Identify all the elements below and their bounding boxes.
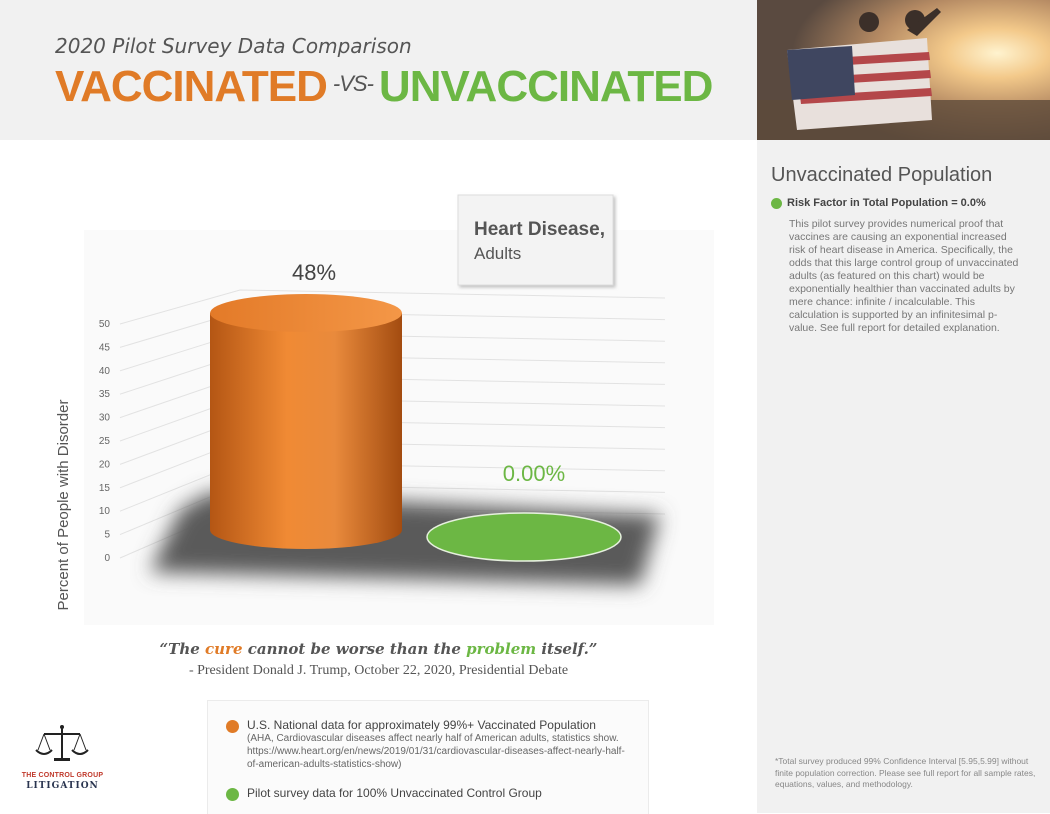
quote-problem: problem (466, 640, 537, 658)
quote-cure: cure (205, 640, 243, 658)
quote (0, 640, 757, 658)
y-tick-label: 15 (98, 482, 110, 494)
sidebar-risk-text: Risk Factor in Total Population = 0.0% (787, 197, 986, 209)
header-banner (0, 0, 757, 140)
quote-close: itself.” (536, 640, 598, 658)
sidebar-description: This pilot survey provides numerical proof that vaccines are causing an exponential increased risk of heart disease in America. Specifically, the odds that this large control group of unvaccinated adults (as featured on this chart) would be exponentially healthier than vaccinated adults by mere chance: infinite / incalculable. This calculation is supported by an infinitesimal p-value. See full report for detailed explanation. (789, 218, 1019, 334)
bar (427, 513, 621, 561)
scales-icon (20, 722, 105, 770)
title-vaccinated: VACCINATED (55, 62, 327, 111)
y-tick-label: 25 (98, 436, 110, 447)
title-vs: -VS- (332, 71, 373, 96)
title-unvaccinated: UNVACCINATED (378, 62, 713, 111)
chart-title: Heart Disease, (474, 219, 605, 240)
y-tick-label: 45 (98, 342, 110, 354)
y-tick-label: 10 (98, 506, 110, 518)
data-label: 0.00% (502, 461, 566, 486)
page-title (55, 62, 712, 112)
chart-area (0, 140, 757, 640)
y-tick-label: 5 (104, 529, 110, 541)
y-tick-label: 0 (104, 553, 110, 564)
logo-line2: LITIGATION (26, 781, 99, 791)
legend-item-unvaccinated (226, 786, 542, 801)
orange-dot-icon (226, 720, 239, 733)
sidebar-title: Unvaccinated Population (771, 164, 993, 186)
y-tick-label: 35 (98, 389, 110, 401)
y-axis-label: Percent of People with Disorder (55, 399, 72, 611)
chart-svg (0, 140, 757, 640)
data-label: 48% (291, 260, 337, 286)
quote-attribution: - President Donald J. Trump, October 22, 2020, Presidential Debate (188, 663, 569, 678)
green-dot-icon (771, 198, 782, 209)
y-tick-label: 50 (98, 319, 110, 330)
y-tick-label: 30 (98, 412, 110, 424)
y-tick-label: 40 (98, 365, 110, 377)
sidebar-footnote: *Total survey produced 99% Confidence Interval [5.95,5.99] without finite population correction. Please see full report for all sample rates, equations, values, and methodology. (775, 756, 1036, 789)
legend-label: Pilot survey data for 100% Unvaccinated Control Group (247, 786, 542, 800)
chart-title-box (458, 195, 613, 285)
sidebar-risk (771, 197, 986, 209)
quote-open: “The (159, 640, 206, 658)
chart-subtitle: Adults (474, 244, 522, 263)
sidebar-panel (757, 140, 1050, 813)
legend-label: U.S. National data for approximately 99%+ Vaccinated Population (247, 718, 596, 732)
green-dot-icon (226, 788, 239, 801)
quote-middle: cannot be worse than the (242, 640, 467, 658)
legend-detail: (AHA, Cardiovascular diseases affect nearly half of American adults, statistics show. https://www.heart.org/en/news/2019/01/31/cardiovascular-diseases-affect-nearly-half-of-american-adults-statistics-show) (247, 733, 625, 770)
bar (210, 294, 402, 549)
logo (20, 722, 105, 802)
logo-line1: THE CONTROL GROUP (21, 772, 104, 779)
page-subtitle: 2020 Pilot Survey Data Comparison (55, 34, 412, 58)
legend (207, 700, 649, 814)
legend-item-vaccinated (226, 718, 627, 771)
y-tick-label: 20 (98, 459, 110, 471)
flag-photo (757, 0, 1050, 140)
